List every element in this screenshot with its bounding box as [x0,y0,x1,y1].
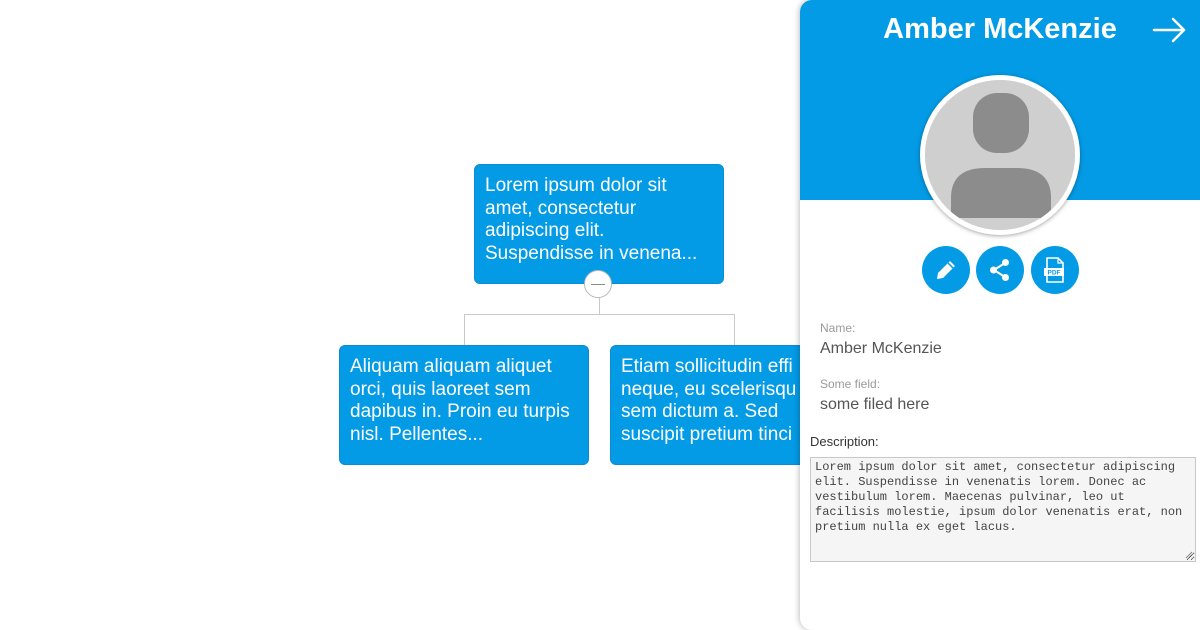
chart-node-root[interactable] [474,164,724,284]
pdf-button[interactable] [1031,246,1079,294]
connector-horizontal [464,314,735,315]
connector-root-down [599,298,600,315]
resize-grip-icon[interactable] [1185,551,1193,559]
field-label-some-field: Some field: [820,377,881,391]
field-value-some-field: some filed here [820,396,930,413]
node-text: Lorem ipsum dolor sit amet, consectetur adipiscing elit. Suspendisse in venena... [485,175,698,264]
panel-title: Amber McKenzie [883,13,1117,45]
connector-right-down [734,314,735,345]
node-text-line: neque, eu scelerisqu [621,378,797,400]
collapse-node-button[interactable] [584,270,612,298]
arrow-right-icon[interactable] [1152,14,1188,46]
edit-button[interactable] [922,246,970,294]
node-text-line: Etiam sollicitudin effi [621,356,793,377]
details-panel [800,0,1200,630]
avatar [920,75,1080,235]
description-textarea[interactable] [810,457,1196,562]
description-text: Lorem ipsum dolor sit amet, consectetur adipiscing elit. Suspendisse in venenatis lorem. Donec ac vestibulum lorem. Maecenas pulvinar, leo ut facilisis molestie, ipsum dolor venenatis erat, non pretium nulla ex eget lacus. [815,460,1183,534]
node-text-line: sem dictum a. Sed [621,401,779,422]
pencil-icon [933,257,959,283]
share-button[interactable] [976,246,1024,294]
description-label: Description: [810,434,879,449]
node-text: Aliquam aliquam aliquet orci, quis laoreet sem dapibus in. Proin eu turpis nisl. Pellentes... [350,356,570,445]
pdf-icon-text: PDF [1047,269,1061,277]
field-label-name: Name: [820,321,856,335]
person-icon [925,80,1075,230]
field-value-name: Amber McKenzie [820,340,942,357]
chart-node-left[interactable] [339,345,589,465]
connector-left-down [464,314,465,345]
share-icon [987,257,1013,283]
node-text-line: suscipit pretium tinci [621,423,793,445]
pdf-icon [1042,256,1068,284]
